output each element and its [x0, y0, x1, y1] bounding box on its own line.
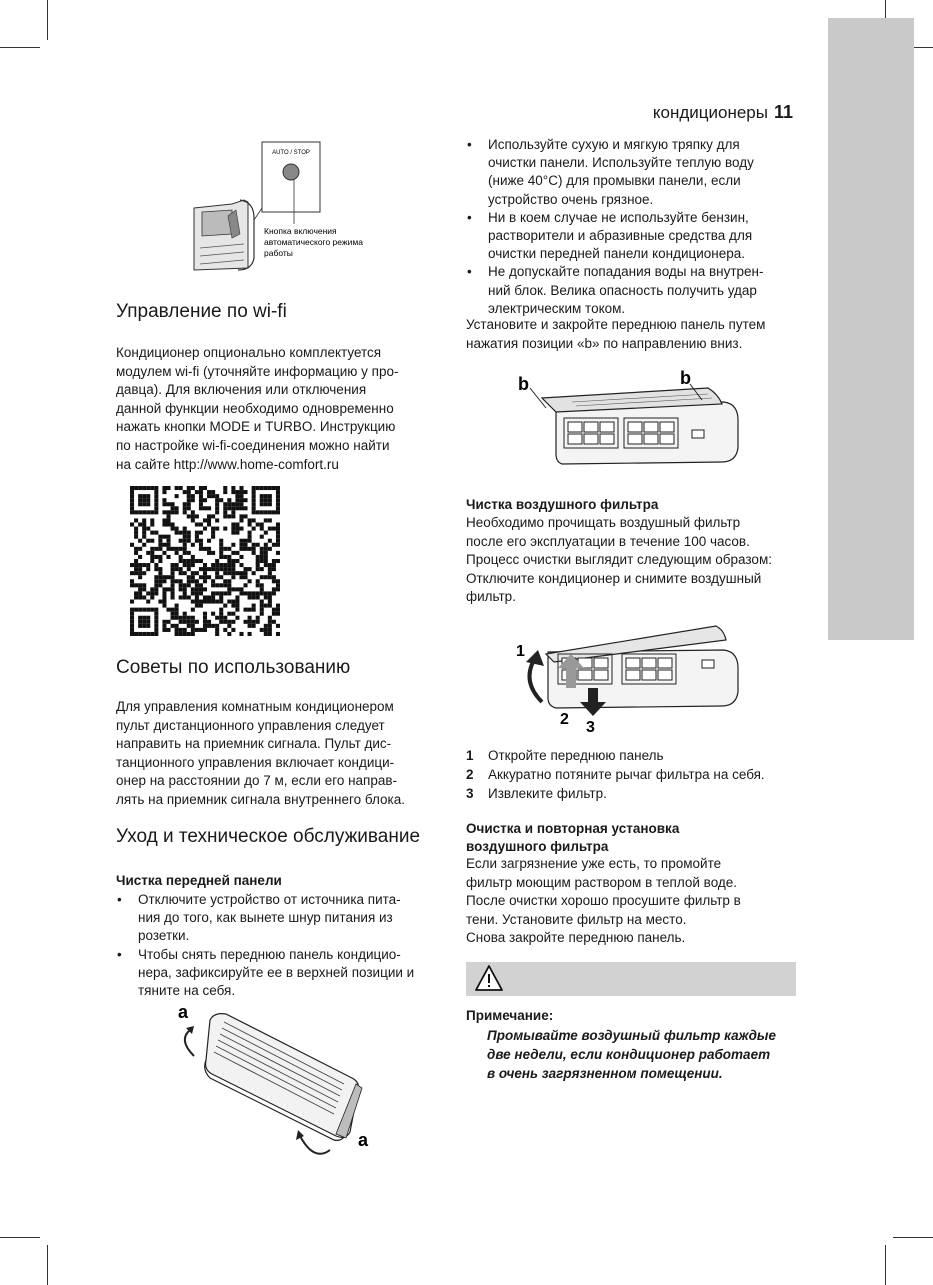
crop-mark	[885, 1245, 886, 1285]
wifi-line: по настройке wi-fi-соединения можно найти	[116, 437, 390, 453]
bullet-line: • Чтобы снять переднюю панель кондицио-	[138, 946, 401, 962]
reinstall-heading	[466, 820, 679, 856]
wifi-paragraph	[116, 344, 446, 474]
crop-mark	[47, 0, 48, 40]
fig-label-b-right: b	[680, 368, 691, 388]
tips-line: танционного управления включает кондици-	[116, 754, 395, 770]
tips-line: направить на приемник сигнала. Пульт дис-	[116, 736, 392, 752]
panel-removal-figure	[170, 1000, 380, 1165]
auto-stop-caption-3: работы	[264, 248, 293, 258]
note-label: Примечание:	[466, 1008, 554, 1023]
care-title: Уход и техническое обслуживание	[116, 826, 421, 847]
reinstall-line: Если загрязнение уже есть, то промойте	[466, 856, 722, 871]
reinstall-paragraph	[466, 855, 806, 948]
step-number: 1	[466, 748, 474, 763]
filter-steps	[466, 746, 806, 803]
list-item	[466, 209, 806, 264]
fig-label-a-bottom: a	[358, 1130, 369, 1150]
tips-paragraph	[116, 698, 446, 810]
install-panel-text	[466, 316, 806, 353]
bullet-line: • Отключите устройство от источника пита-	[138, 892, 401, 907]
filter-removal-figure	[512, 622, 744, 734]
auto-stop-caption-2: автоматического режима	[264, 237, 363, 247]
front-panel-bullets	[116, 891, 446, 1000]
reinstall-heading-line: Очистка и повторная установка	[466, 821, 680, 836]
note-text	[487, 1026, 797, 1083]
bullet-line: (ниже 40°C) для промывки панели, если	[488, 173, 741, 189]
bullet-line: очистки передней панели кондиционера.	[488, 246, 746, 262]
fig-label-1: 1	[516, 643, 525, 660]
front-panel-heading: Чистка передней панели	[116, 873, 282, 888]
bullet-line: ний блок. Велика опасность получить удар	[488, 282, 757, 298]
tips-line: лять на приемник сигнала внутреннего блока.	[116, 791, 405, 807]
step-text: Аккуратно потяните рычаг фильтра на себя.	[488, 767, 765, 782]
list-item	[466, 263, 806, 318]
filter-line: после его эксплуатации в течение 100 часов.	[466, 533, 750, 549]
bullet-line: электрическим током.	[488, 300, 626, 316]
install-line: нажатия позиции «b» по направлению вниз.	[466, 335, 743, 351]
fig-label-b-left: b	[518, 374, 529, 394]
right-bullets	[466, 136, 806, 318]
bullet-line: • Не допускайте попадания воды на внутрен-	[488, 264, 764, 280]
list-item	[466, 784, 806, 803]
bullet-line: нера, зафиксируйте ее в верхней позиции и	[138, 964, 415, 980]
bullet-line: устройство очень грязное.	[488, 191, 654, 207]
note-line: в очень загрязненном помещении.	[487, 1066, 723, 1081]
bullet-line: растворители и абразивные средства для	[488, 228, 753, 244]
filter-line: фильтр.	[466, 589, 516, 605]
panel-close-figure	[512, 364, 744, 472]
list-item	[466, 746, 806, 765]
page-header	[653, 102, 793, 123]
bullet-line: тяните на себя.	[138, 983, 236, 999]
wifi-line: данной функции необходимо одновременно	[116, 400, 394, 416]
bullet-line: очистки панели. Используйте теплую воду	[488, 155, 754, 171]
crop-mark	[0, 1237, 40, 1238]
install-line: Установите и закройте переднюю панель путем	[466, 317, 766, 332]
crop-mark	[893, 1237, 933, 1238]
filter-line: Процесс очистки выглядит следующим образом:	[466, 552, 772, 568]
wifi-title: Управление по wi-fi	[116, 301, 287, 322]
filter-line: Необходимо прочищать воздушный фильтр	[466, 515, 741, 530]
warning-icon	[474, 964, 504, 992]
crop-mark	[47, 1245, 48, 1285]
chapter-tab	[828, 18, 914, 640]
note-line: две недели, если кондиционер работает	[487, 1047, 771, 1062]
auto-stop-label: AUTO / STOP	[272, 150, 310, 156]
wifi-line: модулем wi-fi (уточняйте информацию у про-	[116, 363, 399, 379]
page-number: 11	[773, 102, 793, 122]
auto-stop-caption-1: Кнопка включения	[264, 226, 337, 236]
qr-code[interactable]	[130, 486, 280, 636]
auto-stop-figure	[192, 138, 392, 278]
filter-heading: Чистка воздушного фильтра	[466, 497, 659, 512]
reinstall-line: фильтр моющим раствором в теплой воде.	[466, 874, 738, 890]
crop-mark	[0, 47, 40, 48]
step-text: Извлеките фильтр.	[488, 786, 607, 801]
wifi-line: на сайте http://www.home-comfort.ru	[116, 456, 339, 472]
fig-label-2: 2	[560, 711, 569, 728]
fig-label-3: 3	[586, 719, 595, 734]
step-number: 3	[466, 786, 474, 801]
bullet-line: • Ни в коем случае не используйте бензин,	[488, 209, 749, 225]
step-text: Откройте переднюю панель	[488, 748, 664, 763]
note-line: Промывайте воздушный фильтр каждые	[487, 1028, 776, 1043]
fig-label-a-top: a	[178, 1002, 189, 1022]
header-section: кондиционеры	[652, 103, 768, 122]
tips-line: онер на расстоянии до 7 м, если его направ-	[116, 773, 398, 789]
list-item	[116, 946, 446, 1001]
reinstall-line: После очистки хорошо просушите фильтр в	[466, 893, 741, 909]
step-number: 2	[466, 767, 474, 782]
reinstall-heading-line: воздушного фильтра	[466, 839, 609, 854]
bullet-line: ния до того, как вынете шнур питания из	[138, 910, 393, 926]
bullet-line: розетки.	[138, 928, 190, 944]
tips-title: Советы по использованию	[116, 657, 351, 678]
list-item	[116, 891, 446, 946]
reinstall-line: тени. Установите фильтр на место.	[466, 911, 687, 927]
wifi-line: давца). Для включения или отключения	[116, 382, 367, 398]
wifi-line: Кондиционер опционально комплектуется	[116, 345, 382, 360]
list-item	[466, 136, 806, 209]
warning-bar	[466, 962, 796, 996]
filter-paragraph	[466, 514, 806, 607]
filter-line: Отключите кондиционер и снимите воздушный	[466, 570, 762, 586]
reinstall-line: Снова закройте переднюю панель.	[466, 930, 686, 946]
tips-line: Для управления комнатным кондиционером	[116, 699, 394, 714]
wifi-line: нажать кнопки MODE и TURBO. Инструкцию	[116, 419, 396, 435]
bullet-line: • Используйте сухую и мягкую тряпку для	[488, 137, 740, 152]
list-item	[466, 765, 806, 784]
tips-line: пульт дистанционного управления следует	[116, 717, 385, 733]
